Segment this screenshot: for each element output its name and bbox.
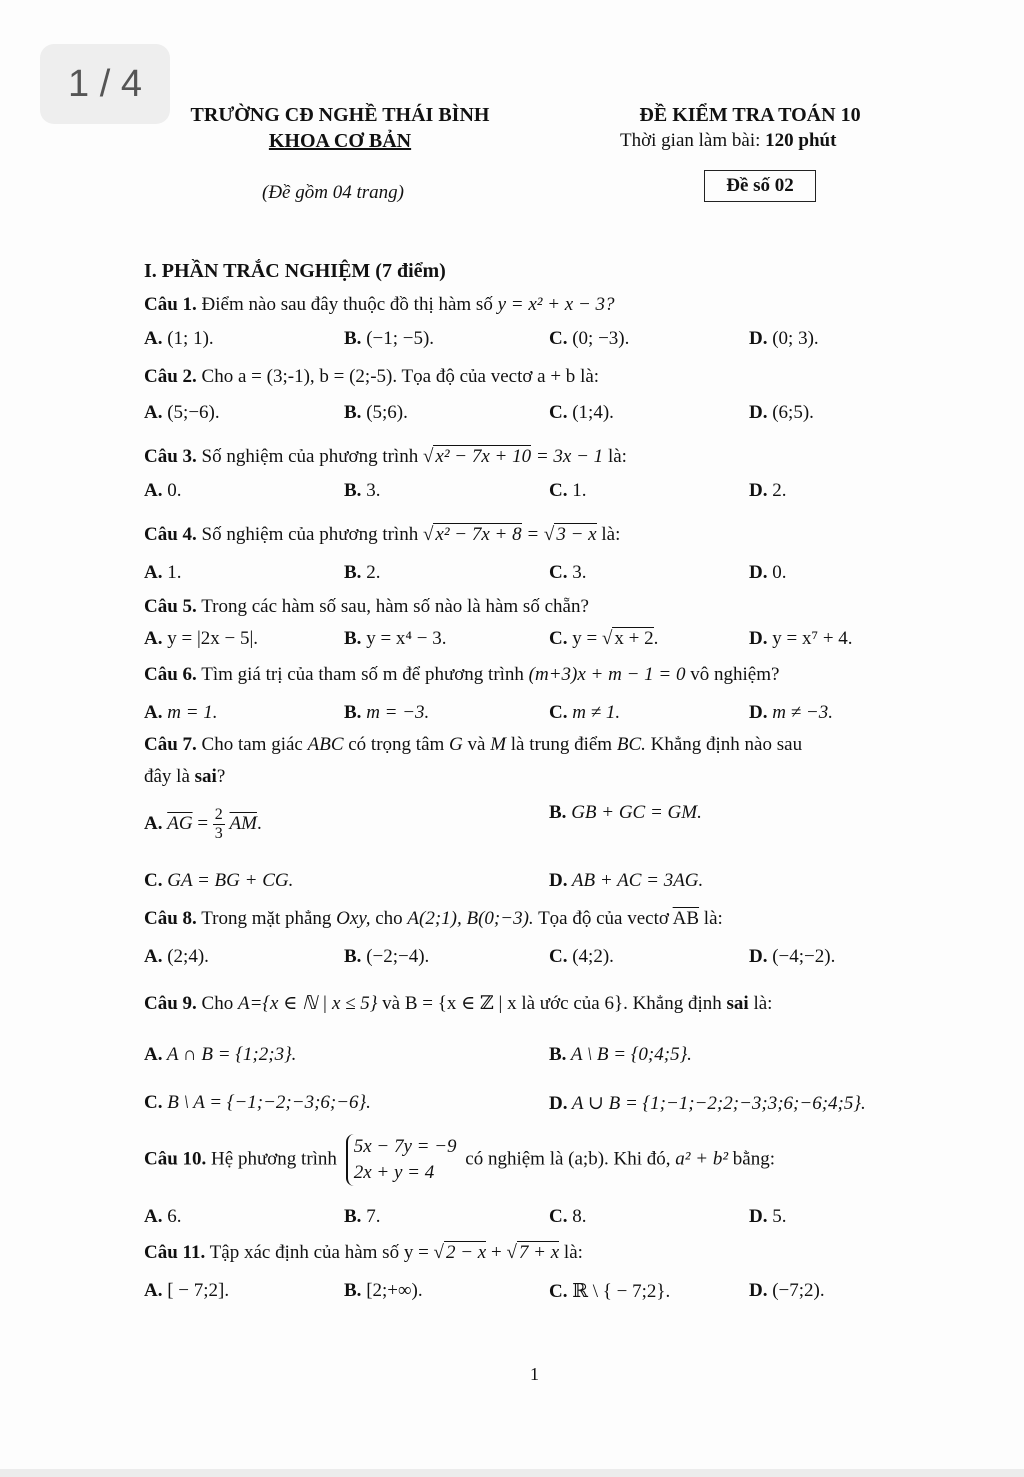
q9-set-a: A={x ∈ ℕ | x ≤ 5} — [237, 993, 378, 1014]
q8-number: Câu 8. — [144, 908, 197, 929]
q3-option-c: C. 1. — [549, 480, 587, 501]
q3-equation: √ x² − 7x + 10 = 3x − 1 — [422, 446, 604, 467]
q6-options — [144, 702, 884, 728]
q10-option-a: A. 6. — [144, 1206, 182, 1227]
q10-option-d: D. 5. — [749, 1206, 787, 1227]
q9-option-c: C. B \ A = {−1;−2;−3;6;−6}. — [144, 1092, 371, 1113]
q9-set-b: B = {x ∈ ℤ | x là ước của 6}. — [404, 993, 628, 1014]
section-heading: I. PHẦN TRẮC NGHIỆM (7 điểm) — [144, 260, 446, 282]
q2-option-a: A. (5;−6). — [144, 402, 220, 423]
q9-option-d: D. A ∪ B = {1;−1;−2;2;−3;3;6;−6;4;5}. — [549, 1093, 866, 1114]
question-10: Câu 10. Hệ phương trình 5x − 7y = −9 2x + y = 4 có nghiệm là (a;b). Khi đó, a² + b² bằng: — [144, 1134, 775, 1186]
q7-fraction: $\frac{2}{3}$ — [214, 806, 223, 842]
q3-option-d: D. 2. — [749, 480, 787, 501]
q5-option-a: A. y = |2x − 5|. — [144, 628, 259, 649]
question-11: Câu 11. Tập xác định của hàm số y = √ 2 − x + √ 7 + x là: — [144, 1242, 583, 1263]
question-1 — [144, 294, 615, 316]
q5-number: Câu 5. — [144, 596, 197, 617]
time-value: 120 phút — [765, 130, 837, 151]
q3-options — [144, 480, 884, 506]
school-name: TRƯỜNG CĐ NGHỀ THÁI BÌNH — [190, 104, 490, 126]
q1-option-b: B. (−1; −5). — [344, 328, 435, 349]
q2-option-b: B. (5;6). — [344, 402, 408, 423]
q6-option-a: A. m = 1. — [144, 702, 218, 723]
q5-options — [144, 628, 884, 654]
q10-number: Câu 10. — [144, 1148, 207, 1170]
q6-option-c: C. m ≠ 1. — [549, 702, 621, 723]
question-4: Câu 4. Số nghiệm của phương trình √ x² − 7x + 8 = √ 3 − x là: — [144, 524, 621, 545]
q9-options-row-2 — [144, 1092, 884, 1118]
q2-vector-sum: a + b — [537, 366, 576, 387]
q2-options — [144, 402, 884, 428]
time-label: Thời gian làm bài: — [620, 130, 761, 151]
q5-option-d: D. y = x⁷ + 4. — [749, 628, 853, 649]
q7-options-row-1 — [144, 802, 884, 856]
q9-option-b: B. A \ B = {0;4;5}. — [549, 1044, 692, 1065]
q8-option-a: A. (2;4). — [144, 946, 209, 967]
q3-option-b: B. 3. — [344, 480, 381, 501]
q2-option-d: D. (6;5). — [749, 402, 814, 423]
q11-option-a: A. [ − 7;2]. — [144, 1280, 230, 1301]
q4-option-d: D. 0. — [749, 562, 787, 583]
q4-option-c: C. 3. — [549, 562, 587, 583]
q2-number: Câu 2. — [144, 366, 197, 387]
q8-option-d: D. (−4;−2). — [749, 946, 836, 967]
q1-option-c: C. (0; −3). — [549, 328, 630, 349]
question-7: Câu 7. Cho tam giác ABC có trọng tâm G và M là trung điểm BC. Khẳng định nào sau — [144, 734, 803, 755]
q4-number: Câu 4. — [144, 524, 197, 545]
q10-option-c: C. 8. — [549, 1206, 587, 1227]
question-7-line-2: đây là sai? — [144, 766, 226, 787]
q11-option-c: C. ℝ \ { − 7;2}. — [549, 1281, 671, 1302]
q8-option-c: C. (4;2). — [549, 946, 614, 967]
q9-option-a: A. A ∩ B = {1;2;3}. — [144, 1044, 297, 1065]
exam-title: ĐỀ KIỂM TRA TOÁN 10 — [639, 104, 861, 126]
q7-number: Câu 7. — [144, 734, 197, 755]
question-5: Câu 5. Trong các hàm số sau, hàm số nào là hàm số chẵn? — [144, 596, 589, 617]
q6-equation: (m+3)x + m − 1 = 0 — [528, 664, 686, 685]
q4-equation: √ x² − 7x + 8 = √ 3 − x — [422, 524, 597, 545]
q3-option-a: A. 0. — [144, 480, 182, 501]
q7-option-c: C. GA = BG + CG. — [144, 870, 294, 891]
q11-option-b: B. [2;+∞). — [344, 1280, 423, 1301]
q11-options — [144, 1280, 884, 1306]
q8-vector: $\overline{AB}$ — [672, 908, 700, 929]
q8-options — [144, 946, 884, 972]
q1-text: Điểm nào sau đây thuộc đồ thị hàm số — [201, 294, 493, 315]
q1-options — [144, 328, 884, 354]
q6-number: Câu 6. — [144, 664, 197, 685]
q1-math: y = x² + x − 3? — [497, 294, 615, 315]
q3-number: Câu 3. — [144, 446, 197, 467]
bottom-scroll-bar — [0, 1469, 1024, 1477]
q4-option-a: A. 1. — [144, 562, 182, 583]
question-9: Câu 9. Cho A={x ∈ ℕ | x ≤ 5} và B = {x ∈ ℤ | x là ước của 6}. Khẳng định sai là: — [144, 993, 773, 1014]
q7-option-a: A. $\overline{AG}$ = $\frac{2}{3}$ $\overline{AM}$. — [144, 806, 262, 842]
q9-options-row-1 — [144, 1044, 884, 1070]
q2-math: a = (3;-1), b = (2;-5). — [237, 366, 398, 387]
q1-option-a: A. (1; 1). — [144, 328, 214, 349]
exam-time — [620, 130, 836, 152]
q6-option-d: D. m ≠ −3. — [749, 702, 833, 723]
page-counter-badge: 1 / 4 — [40, 44, 170, 124]
q1-number: Câu 1. — [144, 294, 197, 315]
q11-function: y = √ 2 − x + √ 7 + x — [403, 1242, 560, 1263]
q5-option-c: C. y = √ x + 2. — [549, 628, 659, 649]
department-name: KHOA CƠ BẢN — [268, 130, 412, 152]
q6-option-b: B. m = −3. — [344, 702, 430, 723]
q11-option-d: D. (−7;2). — [749, 1280, 825, 1301]
q7-option-b: B. GB + GC = GM. — [549, 802, 702, 823]
q4-option-b: B. 2. — [344, 562, 381, 583]
q8-option-b: B. (−2;−4). — [344, 946, 430, 967]
question-3: Câu 3. Số nghiệm của phương trình √ x² − 7x + 10 = 3x − 1 là: — [144, 446, 627, 467]
q10-options — [144, 1206, 884, 1232]
q10-option-b: B. 7. — [344, 1206, 381, 1227]
pages-note: (Đề gồm 04 trang) — [262, 182, 404, 203]
q5-option-b: B. y = x⁴ − 3. — [344, 628, 447, 649]
q10-system: 5x − 7y = −9 2x + y = 4 — [346, 1134, 457, 1186]
question-2: Câu 2. Cho a = (3;-1), b = (2;-5). Tọa độ của vectơ a + b là: — [144, 366, 600, 387]
q4-options — [144, 562, 884, 588]
question-6: Câu 6. Tìm giá trị của tham số m để phương trình (m+3)x + m − 1 = 0 vô nghiệm? — [144, 664, 780, 685]
q2-option-c: C. (1;4). — [549, 402, 614, 423]
exam-code-box: Đề số 02 — [704, 170, 816, 202]
page-number: 1 — [530, 1364, 539, 1384]
q11-number: Câu 11. — [144, 1242, 206, 1263]
q7-option-d: D. AB + AC = 3AG. — [549, 870, 704, 891]
q9-number: Câu 9. — [144, 993, 197, 1014]
q8-points: A(2;1), B(0;−3). — [407, 908, 534, 929]
q7-options-row-2 — [144, 870, 884, 896]
q1-option-d: D. (0; 3). — [749, 328, 819, 349]
question-8: Câu 8. Trong mặt phẳng Oxy, cho A(2;1), B(0;−3). Tọa độ của vectơ $\overline{AB}$ là: — [144, 908, 723, 929]
